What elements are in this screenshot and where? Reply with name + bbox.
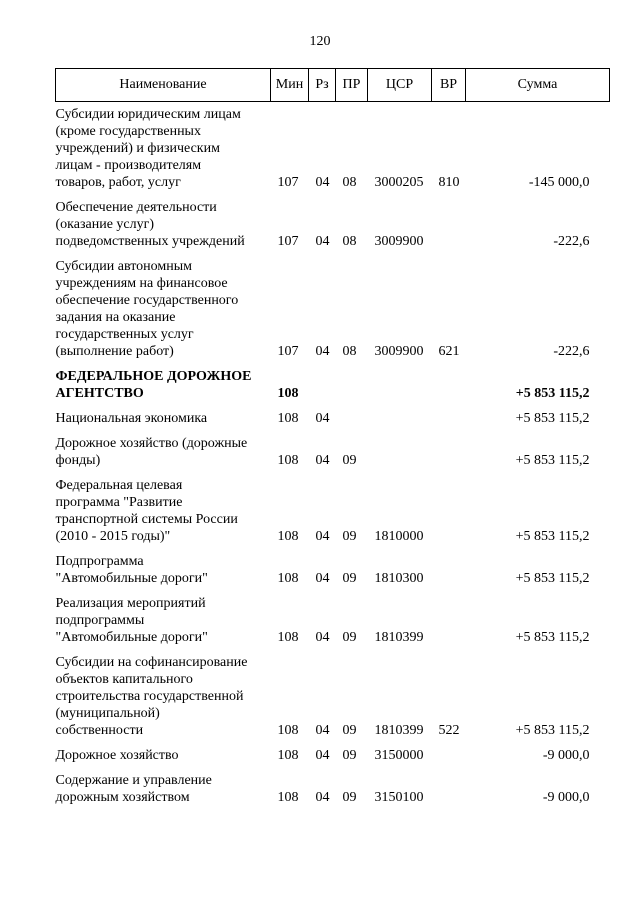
row-name (56, 427, 271, 469)
table-row (56, 764, 610, 806)
row-pr: 09 (342, 630, 357, 645)
row-pr (336, 402, 368, 427)
row-vr (432, 764, 466, 806)
row-name-line: учреждениям на финансовое (55, 276, 228, 291)
row-rz (309, 360, 336, 402)
row-name-line: Субсидии на софинансирование (55, 655, 248, 670)
row-rz: 04 (315, 790, 330, 805)
row-name-line: Национальная экономика (55, 411, 208, 426)
row-csr (368, 360, 432, 402)
table-row (56, 402, 610, 427)
table-row (56, 427, 610, 469)
header-sum: Сумма (466, 69, 610, 102)
row-name-line: строительства государственной (55, 689, 244, 704)
row-csr (368, 427, 432, 469)
row-name-line: транспортной системы России (55, 512, 238, 527)
row-rz: 04 (315, 630, 330, 645)
row-csr: 1810300 (374, 571, 424, 586)
table-row (56, 587, 610, 646)
row-pr: 09 (342, 790, 357, 805)
row-pr: 09 (342, 748, 357, 763)
row-rz: 04 (315, 723, 330, 738)
row-rz: 04 (315, 234, 330, 249)
row-pr: 09 (342, 723, 357, 738)
header-min: Мин (271, 69, 309, 102)
row-min: 107 (277, 234, 299, 249)
row-vr (432, 402, 466, 427)
row-sum: +5 853 115,2 (515, 571, 590, 586)
row-pr: 08 (342, 234, 357, 249)
row-name-line: Реализация мероприятий (55, 596, 206, 611)
row-sum: +5 853 115,2 (515, 453, 590, 468)
row-vr (432, 427, 466, 469)
row-sum: -9 000,0 (542, 790, 590, 805)
row-name (56, 764, 271, 806)
row-min: 108 (277, 571, 299, 586)
header-pr: ПР (336, 69, 368, 102)
row-name-line: (2010 - 2015 годы)" (55, 529, 171, 544)
row-rz: 04 (315, 529, 330, 544)
row-name-line: объектов капитального (55, 672, 193, 687)
row-name-line: государственных услуг (55, 327, 194, 342)
row-csr: 1810399 (374, 723, 424, 738)
row-name-line: фонды) (55, 453, 101, 468)
row-csr: 1810000 (374, 529, 424, 544)
row-vr: 621 (438, 344, 460, 359)
row-name-line: "Автомобильные дороги" (55, 630, 208, 645)
row-sum: +5 853 115,2 (515, 529, 590, 544)
row-vr (432, 545, 466, 587)
row-csr: 3150100 (374, 790, 424, 805)
table-row (56, 469, 610, 545)
row-name-line: дорожным хозяйством (55, 790, 190, 805)
row-name (56, 739, 271, 764)
row-name-line: Обеспечение деятельности (55, 200, 217, 215)
row-name-line: ФЕДЕРАЛЬНОЕ ДОРОЖНОЕ (55, 369, 252, 384)
row-sum: -145 000,0 (528, 175, 590, 190)
row-min: 108 (277, 453, 299, 468)
row-name (56, 545, 271, 587)
table-row (56, 739, 610, 764)
row-name-line: программа "Развитие (55, 495, 183, 510)
budget-table (55, 68, 610, 806)
header-rz: Рз (309, 69, 336, 102)
row-pr: 09 (342, 571, 357, 586)
row-name-line: АГЕНТСТВО (55, 386, 144, 401)
row-name-line: Подпрограмма (55, 554, 144, 569)
row-name (56, 360, 271, 402)
row-csr: 3009900 (374, 344, 424, 359)
row-name-line: задания на оказание (55, 310, 176, 325)
row-pr: 09 (342, 453, 357, 468)
row-pr: 08 (342, 344, 357, 359)
row-csr (368, 402, 432, 427)
row-name (56, 587, 271, 646)
table-row (56, 102, 610, 192)
row-name-line: подпрограммы (55, 613, 145, 628)
row-rz: 04 (315, 175, 330, 190)
row-name-line: учреждений) и физическим (55, 141, 220, 156)
row-rz: 04 (315, 344, 330, 359)
row-name-line: обеспечение государственного (55, 293, 239, 308)
row-name-line: "Автомобильные дороги" (55, 571, 208, 586)
row-pr (336, 360, 368, 402)
table-row (56, 191, 610, 250)
row-min: 107 (277, 344, 299, 359)
row-min: 108 (277, 630, 299, 645)
row-csr: 3150000 (374, 748, 424, 763)
row-name-line: Федеральная целевая (55, 478, 183, 493)
row-vr (432, 587, 466, 646)
row-name-line: Субсидии автономным (55, 259, 192, 274)
row-min: 108 (277, 748, 299, 763)
row-name (56, 646, 271, 739)
row-min: 108 (277, 790, 299, 805)
row-name-line: Дорожное хозяйство (55, 748, 179, 763)
header-row (56, 69, 610, 102)
row-min: 108 (277, 723, 299, 738)
row-pr: 09 (342, 529, 357, 544)
row-csr: 3009900 (374, 234, 424, 249)
row-name-line: Содержание и управление (55, 773, 212, 788)
row-sum: -222,6 (553, 234, 590, 249)
row-rz: 04 (315, 571, 330, 586)
row-name-line: (выполнение работ) (55, 344, 174, 359)
row-sum: -222,6 (553, 344, 590, 359)
row-name (56, 191, 271, 250)
row-sum: +5 853 115,2 (515, 723, 590, 738)
row-sum: +5 853 115,2 (515, 386, 590, 401)
row-min: 108 (277, 411, 299, 426)
row-vr (432, 191, 466, 250)
row-sum: -9 000,0 (542, 748, 590, 763)
row-name (56, 469, 271, 545)
row-name-line: (кроме государственных (55, 124, 201, 139)
row-vr (432, 469, 466, 545)
row-name-line: собственности (55, 723, 144, 738)
row-name (56, 402, 271, 427)
row-min: 107 (277, 175, 299, 190)
row-sum: +5 853 115,2 (515, 411, 590, 426)
header-csr: ЦСР (368, 69, 432, 102)
header-vr: ВР (432, 69, 466, 102)
row-rz: 04 (315, 411, 330, 426)
row-name (56, 250, 271, 360)
table-row (56, 646, 610, 739)
page-number: 120 (309, 34, 331, 49)
row-rz: 04 (315, 748, 330, 763)
row-vr: 810 (438, 175, 460, 190)
row-csr: 1810399 (374, 630, 424, 645)
row-name-line: Субсидии юридическим лицам (55, 107, 241, 122)
header-name: Наименование (56, 69, 271, 102)
row-vr: 522 (438, 723, 460, 738)
row-name-line: подведомственных учреждений (55, 234, 245, 249)
row-name (56, 102, 271, 192)
row-name-line: лицам - производителям (55, 158, 202, 173)
row-sum: +5 853 115,2 (515, 630, 590, 645)
row-vr (432, 739, 466, 764)
row-name-line: (муниципальной) (55, 706, 160, 721)
row-min: 108 (277, 386, 299, 401)
row-name-line: (оказание услуг) (55, 217, 155, 232)
row-csr: 3000205 (374, 175, 424, 190)
row-name-line: Дорожное хозяйство (дорожные (55, 436, 248, 451)
row-rz: 04 (315, 453, 330, 468)
row-name-line: товаров, работ, услуг (55, 175, 181, 190)
table-row (56, 360, 610, 402)
row-vr (432, 360, 466, 402)
table-row (56, 250, 610, 360)
table-row (56, 545, 610, 587)
row-pr: 08 (342, 175, 357, 190)
row-min: 108 (277, 529, 299, 544)
table-body (56, 102, 610, 807)
